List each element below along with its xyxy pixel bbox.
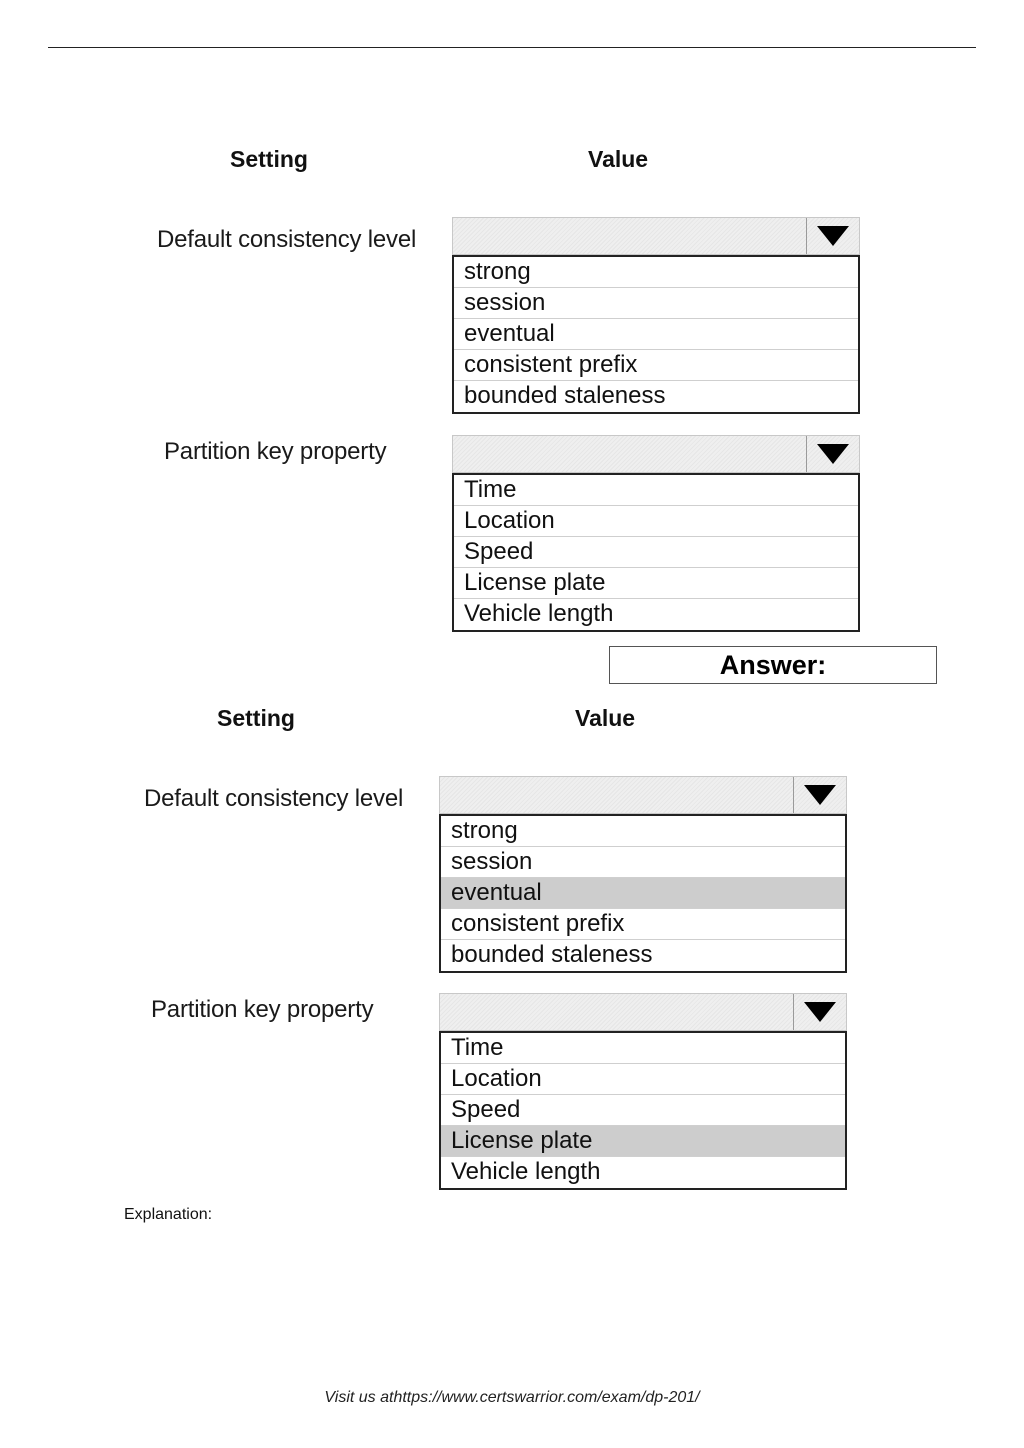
partition-dropdown-header[interactable] [452,435,860,473]
dropdown-option[interactable]: consistent prefix [441,909,845,940]
partition-dropdown[interactable] [452,435,860,632]
answer-partition-options [439,1031,847,1190]
dropdown-option[interactable]: Vehicle length [451,1158,601,1185]
consistency-dropdown-header[interactable] [452,217,860,255]
dropdown-option[interactable]: eventual [454,319,858,350]
answer-consistency-dropdown[interactable] [439,776,847,973]
consistency-dropdown-button[interactable] [806,218,859,254]
dropdown-option[interactable]: strong [454,257,858,288]
answer-consistency-label: Default consistency level [144,785,404,812]
dropdown-option[interactable]: Time [454,475,858,506]
answer-value-header: Value [575,705,636,731]
value-header: Value [588,146,649,172]
dropdown-option[interactable]: License plate [454,568,858,599]
triangle-down-icon [817,226,849,246]
setting-header: Setting [230,146,308,172]
dropdown-option[interactable]: eventual [441,878,845,909]
dropdown-option[interactable]: Speed [454,537,858,568]
dropdown-option[interactable]: strong [441,816,845,847]
consistency-dropdown[interactable] [452,217,860,414]
dropdown-option[interactable]: session [454,288,858,319]
consistency-label: Default consistency level [157,226,417,253]
dropdown-option[interactable]: Time [441,1033,845,1064]
dropdown-option[interactable]: bounded staleness [464,382,666,409]
dropdown-option[interactable]: Vehicle length [464,600,614,627]
dropdown-option[interactable]: Location [454,506,858,537]
dropdown-option[interactable]: Location [441,1064,845,1095]
answer-label: Answer: [609,646,937,684]
dropdown-option[interactable]: session [441,847,845,878]
dropdown-option[interactable]: consistent prefix [454,350,858,381]
triangle-down-icon [804,785,836,805]
answer-partition-dropdown[interactable] [439,993,847,1190]
answer-consistency-options [439,814,847,973]
answer-partition-label: Partition key property [151,996,374,1023]
partition-dropdown-button[interactable] [806,436,859,472]
dropdown-option[interactable]: bounded staleness [451,941,653,968]
answer-partition-dropdown-button[interactable] [793,994,846,1030]
triangle-down-icon [804,1002,836,1022]
top-divider [48,47,976,48]
dropdown-option[interactable]: License plate [441,1126,845,1157]
answer-setting-header: Setting [217,705,295,731]
answer-partition-dropdown-header[interactable] [439,993,847,1031]
answer-consistency-dropdown-header[interactable] [439,776,847,814]
partition-label: Partition key property [164,438,387,465]
answer-consistency-dropdown-button[interactable] [793,777,846,813]
footer-text: Visit us athttps://www.certswarrior.com/exam/dp-201/ [324,1389,700,1406]
consistency-options [452,255,860,414]
partition-options [452,473,860,632]
triangle-down-icon [817,444,849,464]
explanation-label: Explanation: [124,1206,213,1223]
dropdown-option[interactable]: Speed [441,1095,845,1126]
